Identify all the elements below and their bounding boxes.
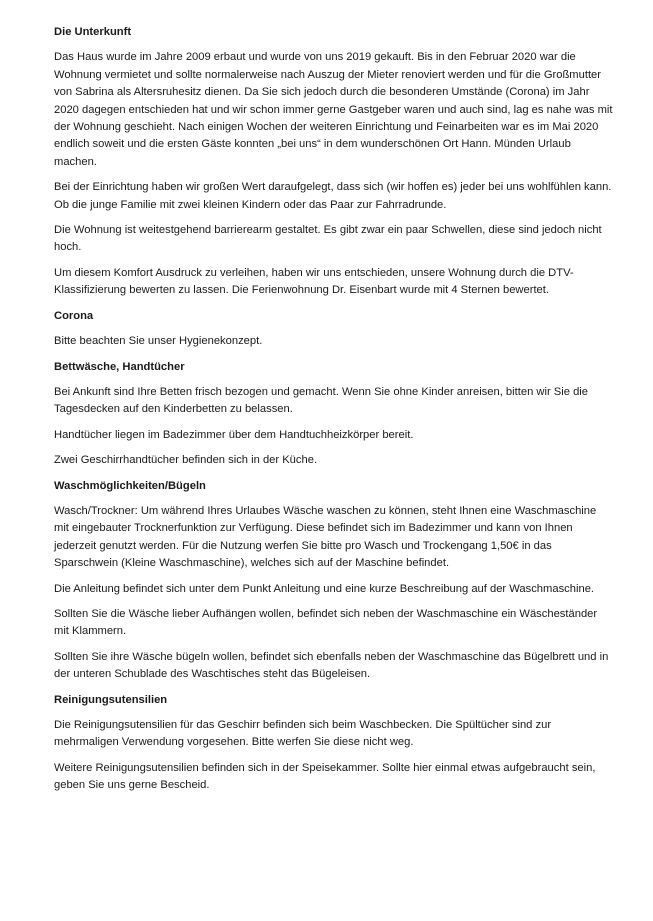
section-bettwaesche	[54, 359, 614, 470]
paragraph: Zwei Geschirrhandtücher befinden sich in der Küche.	[54, 454, 318, 467]
section-heading: Bettwäsche, Handtücher	[54, 360, 185, 373]
paragraph: Sollten Sie ihre Wäsche bügeln wollen, befindet sich ebenfalls neben der Waschmaschine das Bügelbrett und in der unteren Schublade des Waschtisches steht das Bügeleisen.	[54, 650, 609, 681]
paragraph: Bei Ankunft sind Ihre Betten frisch bezogen und gemacht. Wenn Sie ohne Kinder anreisen, bitten wir Sie die Tagesdecken auf den Kinderbetten zu belassen.	[54, 385, 589, 416]
paragraph: Die Wohnung ist weitestgehend barrierearm gestaltet. Es gibt zwar ein paar Schwellen, diese sind jedoch nicht hoch.	[54, 224, 602, 254]
section-corona	[54, 308, 614, 351]
paragraph: Das Haus wurde im Jahre 2009 erbaut und wurde von uns 2019 gekauft. Bis in den Februar 2020 war die Wohnung vermietet und sollte normalerweise nach Auszug der Mieter renoviert werden und für die Großmutter von Sabrina als Altersruhesitz dienen. Da Sie sich jedoch durch die besonderen Umstände (Corona) im Jahr 2020 dagegen entschieden hat und wir schon immer gerne Gastgeber waren und auch sind, lag es nahe was mit der Wohnung geschieht. Nach einigen Wochen der weiteren Einrichtung und Feinarbeiten war es im Mai 2020 endlich soweit und die ersten Gäste konnten „bei uns“ in dem wunderschönen Ort Hann. Münden Urlaub machen.	[54, 51, 613, 168]
section-heading: Waschmöglichkeiten/Bügeln	[54, 479, 206, 492]
section-reinigungsutensilien	[54, 692, 614, 795]
section-heading: Corona	[54, 309, 94, 322]
paragraph: Handtücher liegen im Badezimmer über dem Handtuchheizkörper bereit.	[54, 428, 414, 441]
paragraph: Weitere Reinigungsutensilien befinden sich in der Speisekammer. Sollte hier einmal etwas aufgebraucht sein, geben Sie uns gerne Bescheid.	[54, 761, 596, 792]
section-waschmoeglichkeiten	[54, 478, 614, 684]
paragraph: Wasch/Trockner: Um während Ihres Urlaubes Wäsche waschen zu können, steht Ihnen eine Waschmaschine mit eingebauter Trocknerfunktion zur Verfügung. Diese befindet sich im Badezimmer und kann von Ihnen jederzeit genutzt werden. Für die Nutzung werfen Sie bitte pro Wasch und Trockengang 1,50€ in das Sparschwein (Kleine Waschmaschine), welches sich auf der Maschine befindet.	[54, 504, 597, 570]
paragraph: Die Anleitung befindet sich unter dem Punkt Anleitung und eine kurze Beschreibung auf der Waschmaschine.	[54, 582, 595, 595]
section-unterkunft	[54, 24, 614, 300]
paragraph: Die Reinigungsutensilien für das Geschirr befinden sich beim Waschbecken. Die Spültücher sind zur mehrmaligen Verwendung vorgesehen. Bitte werfen Sie diese nicht weg.	[54, 719, 552, 749]
paragraph: Um diesem Komfort Ausdruck zu verleihen, haben wir uns entschieden, unsere Wohnung durch die DTV-Klassifizierung bewerten zu lassen. Die Ferienwohnung Dr. Eisenbart wurde mit 4 Sternen bewertet.	[54, 266, 574, 297]
paragraph: Bei der Einrichtung haben wir großen Wert daraufgelegt, dass sich (wir hoffen es) jeder bei uns wohlfühlen kann. Ob die junge Familie mit zwei kleinen Kindern oder das Paar zur Fahrradrunde.	[54, 181, 612, 211]
paragraph: Sollten Sie die Wäsche lieber Aufhängen wollen, befindet sich neben der Waschmaschine ein Wäscheständer mit Klammern.	[54, 607, 598, 638]
section-heading: Reinigungsutensilien	[54, 693, 168, 706]
paragraph: Bitte beachten Sie unser Hygienekonzept.	[54, 335, 263, 348]
section-heading: Die Unterkunft	[54, 26, 132, 38]
document-page	[54, 24, 614, 803]
